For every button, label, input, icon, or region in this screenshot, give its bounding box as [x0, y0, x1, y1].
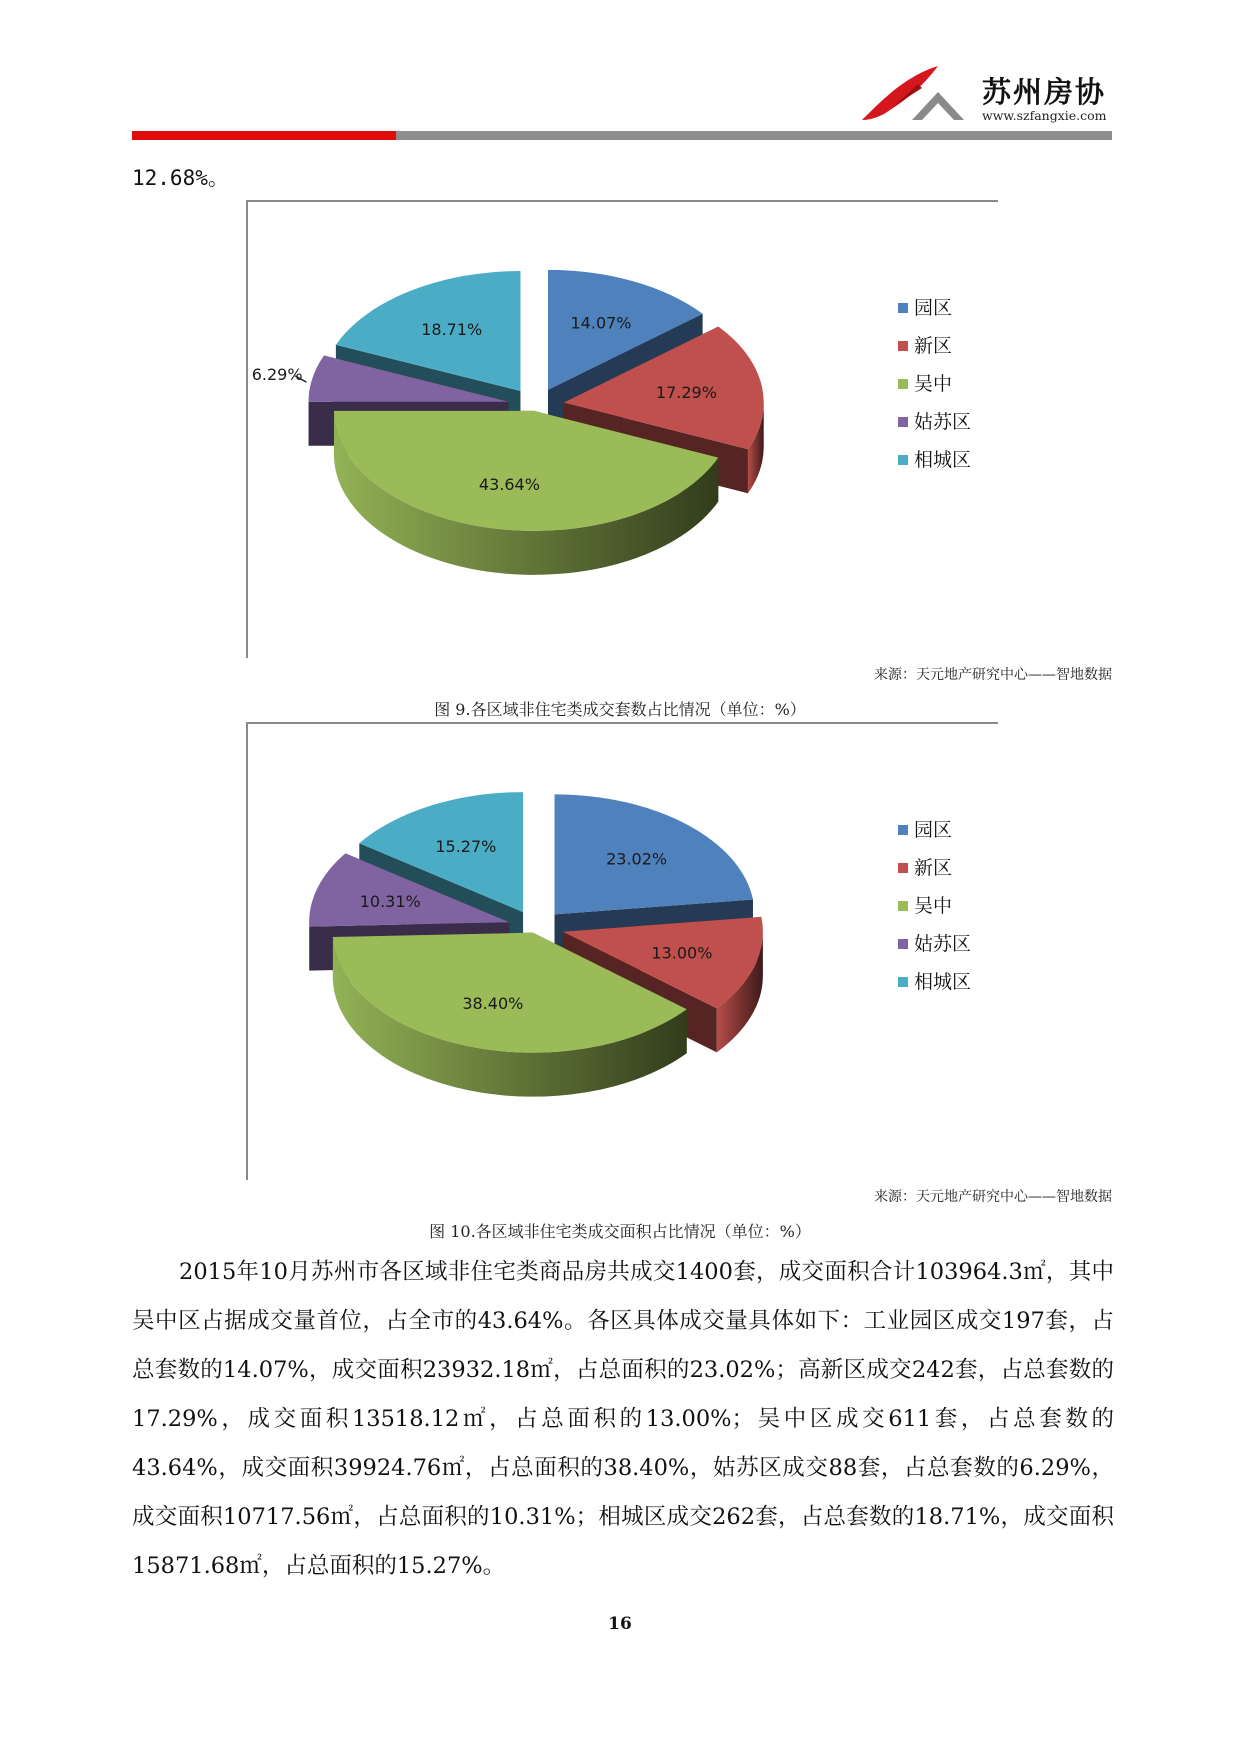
page-number: 16 [608, 1614, 632, 1634]
data-label-0: 14.07% [570, 313, 632, 333]
chart-area-share [246, 722, 998, 1180]
legend-label-0: 园区 [914, 297, 953, 319]
legend-label-4: 相城区 [914, 971, 972, 993]
legend-swatch-2 [898, 901, 908, 911]
data-label-0: 23.02% [606, 849, 668, 869]
legend-label-1: 新区 [914, 857, 953, 879]
brand-name: 苏州房协 [982, 75, 1107, 109]
data-label-4: 15.27% [435, 837, 497, 857]
legend-label-0: 园区 [914, 819, 953, 841]
lead-text: 12.68%。 [132, 166, 229, 190]
chart-units-caption: 图 9.各区域非住宅类成交套数占比情况（单位：%） [434, 700, 806, 719]
data-label-2: 38.40% [462, 994, 524, 1014]
legend-swatch-4 [898, 977, 908, 987]
legend-label-4: 相城区 [914, 449, 972, 471]
chart-units-share-svg [246, 200, 998, 658]
legend-label-2: 吴中 [914, 373, 953, 395]
legend-swatch-0 [898, 825, 908, 835]
data-label-1: 13.00% [651, 943, 713, 963]
brand-url: www.szfangxie.com [982, 108, 1107, 123]
roof-icon [912, 92, 964, 120]
data-label-1: 17.29% [655, 382, 717, 402]
chart-units-share [246, 200, 998, 658]
chart-units-source: 来源：天元地产研究中心——智地数据 [874, 667, 1112, 683]
legend-swatch-1 [898, 341, 908, 351]
legend-swatch-3 [898, 939, 908, 949]
chart-area-source: 来源：天元地产研究中心——智地数据 [874, 1189, 1112, 1205]
data-label-4: 18.71% [421, 320, 483, 340]
header-rule-gray [396, 131, 1112, 140]
body-paragraph: 2015年10月苏州市各区域非住宅类商品房共成交1400套，成交面积合计103964.3㎡，其中吴中区占据成交量首位，占全市的43.64%。各区具体成交量具体如下：工业园区成交197套，占总套数的14.07%，成交面积23932.18㎡，占总面积的23.02%；高新区成交242套，占总套数的17.29%，成交面积13518.12㎡，占总面积的13.00%；吴中区成交611套，占总套数的43.64%，成交面积39924.76㎡，占总面积的38.40%，姑苏区成交88套，占总套数的6.29%，成交面积10717.56㎡，占总面积的10.31%；相城区成交262套，占总套数的18.71%，成交面积15871.68㎡，占总面积的15.27%。 [132, 1259, 1114, 1579]
chart-area-share-svg [246, 722, 998, 1180]
legend-label-3: 姑苏区 [914, 411, 972, 433]
legend-label-3: 姑苏区 [914, 933, 972, 955]
legend-swatch-0 [898, 303, 908, 313]
legend-swatch-2 [898, 379, 908, 389]
data-label-2: 43.64% [478, 474, 540, 494]
chart-area-caption: 图 10.各区域非住宅类成交面积占比情况（单位：%） [429, 1222, 811, 1241]
legend-label-1: 新区 [914, 335, 953, 357]
legend-swatch-3 [898, 417, 908, 427]
data-label-3: 6.29% [251, 364, 303, 384]
data-label-3: 10.31% [359, 892, 421, 912]
legend-label-2: 吴中 [914, 895, 953, 917]
legend-swatch-4 [898, 455, 908, 465]
header-rule-red [132, 131, 396, 140]
legend-swatch-1 [898, 863, 908, 873]
body-text [132, 1248, 1114, 1591]
